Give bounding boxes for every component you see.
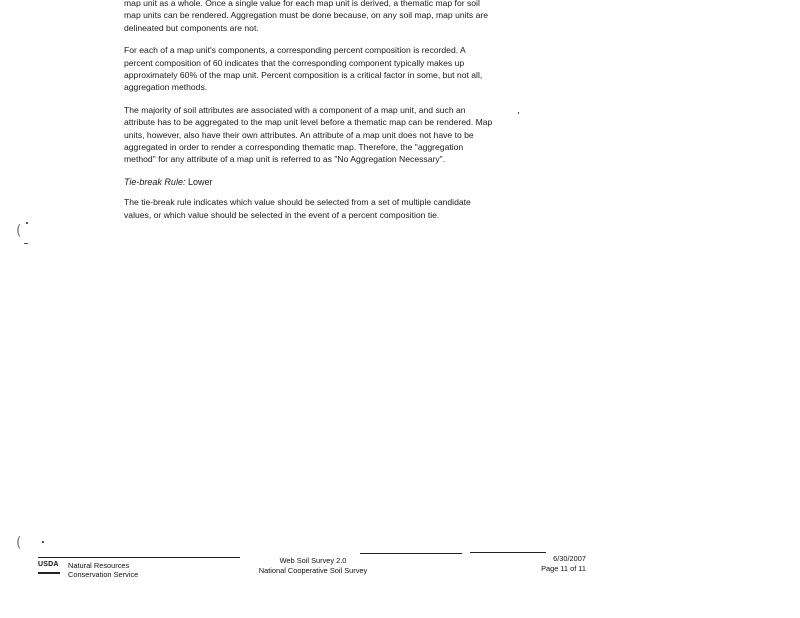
footer-agency-line1: Natural Resources	[68, 561, 130, 570]
footer-page-number: Page 11 of 11	[541, 564, 586, 573]
paragraph-percent-composition: For each of a map unit's components, a corresponding percent composition is recorded. A percent composition of 60 indicates that the corresponding component typically makes up approximately 60% of the map unit. Percent composition is a critical factor in some, but not all, aggregation methods.	[124, 45, 483, 93]
scan-speck	[26, 222, 28, 224]
punch-hole-mark: (	[16, 223, 22, 239]
scan-speck	[24, 243, 28, 244]
scan-speck	[518, 112, 519, 114]
footer-rule-left	[38, 557, 240, 558]
paragraph-soil-attributes: The majority of soil attributes are associated with a component of a map unit, and such an attribute has to be aggregated to the map unit level before a thematic map can be rendered. Map units, however, also have their own attributes. An attribute of a map unit does not have to be aggregated in order to render a corresponding thematic map. Therefore, the "aggregation method" for any attribute of a map unit is referred to as "No Aggregation Necessary".	[124, 104, 493, 165]
footer-center-line1: Web Soil Survey 2.0	[279, 556, 347, 565]
footer-date: 6/30/2007	[553, 554, 586, 563]
footer-agency	[68, 561, 138, 579]
scan-speck	[42, 541, 44, 543]
tie-break-rule	[124, 176, 494, 188]
footer-center-line2: National Cooperative Soil Survey	[258, 566, 368, 575]
document-body	[124, 0, 494, 231]
tie-break-label: Tie-break Rule:	[124, 176, 186, 187]
punch-hole-mark: (	[16, 535, 22, 551]
footer-agency-line2: Conservation Service	[68, 570, 139, 579]
footer-rule-middle	[360, 553, 462, 554]
paragraph-aggregation-intro: map unit as a whole. Once a single value for each map unit is derived, a thematic map for soil map units can be rendered. Aggregation must be done because, on any soil map, map units are delineated but components are not.	[124, 0, 489, 33]
usda-logo: USDA	[38, 560, 60, 574]
paragraph-tie-break-description: The tie-break rule indicates which value should be selected from a set of multiple candidate values, or which value should be selected in the event of a percent composition tie.	[124, 197, 471, 220]
footer-center	[238, 556, 388, 576]
footer-rule-right	[470, 552, 546, 553]
tie-break-value: Lower	[187, 176, 213, 187]
footer-right	[520, 554, 586, 574]
